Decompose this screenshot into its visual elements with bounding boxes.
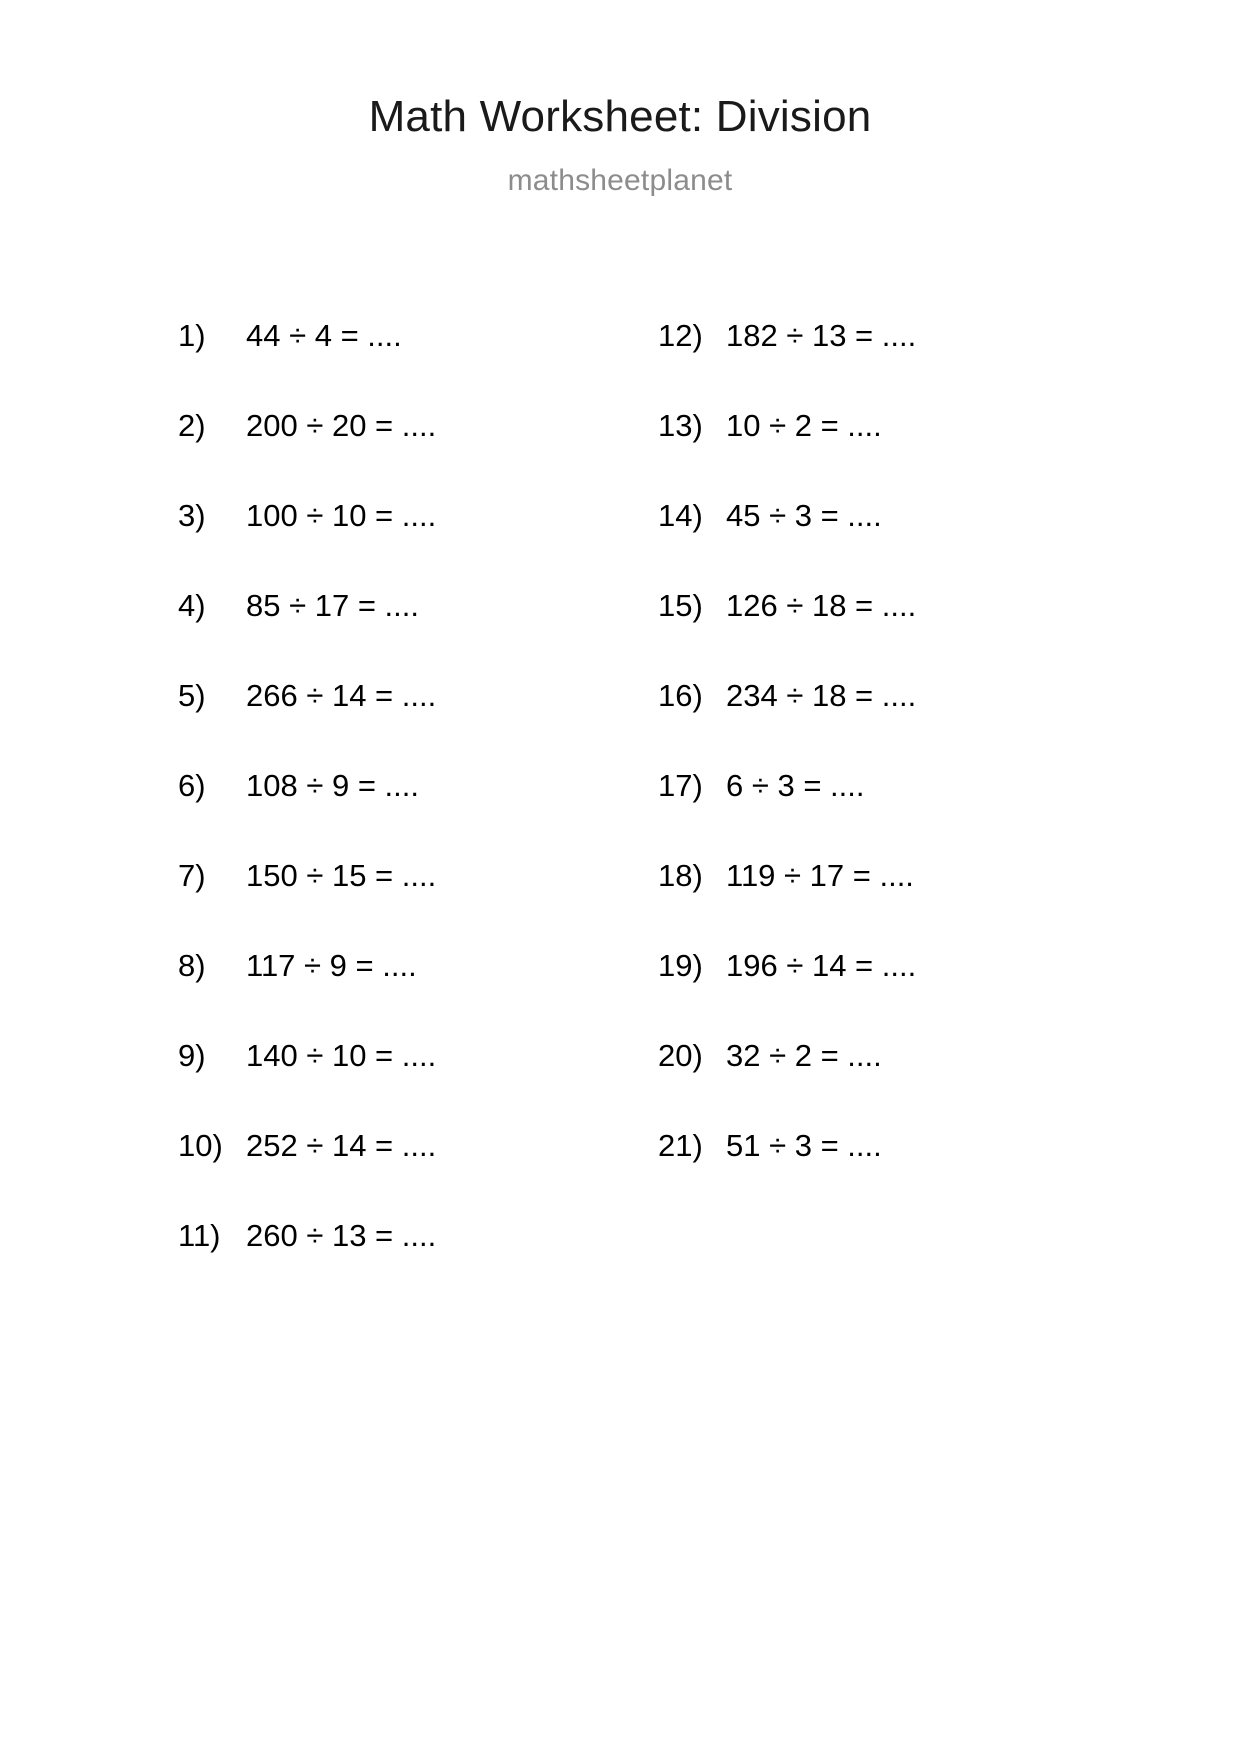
page-subtitle: mathsheetplanet (507, 164, 733, 197)
problem-expression: 260 ÷ 13 = .... (246, 1218, 437, 1253)
problem-expression: 252 ÷ 14 = .... (246, 1128, 437, 1163)
problem-expression: 126 ÷ 18 = .... (726, 588, 917, 623)
problem-number: 6) (178, 768, 206, 803)
problem-expression: 100 ÷ 10 = .... (246, 498, 437, 533)
problem-expression: 150 ÷ 15 = .... (246, 858, 437, 893)
problem-number: 19) (658, 948, 703, 983)
problem-number: 10) (178, 1128, 223, 1163)
problem-item (658, 498, 1138, 588)
problem-expression: 140 ÷ 10 = .... (246, 1038, 437, 1073)
problem-number: 9) (178, 1038, 206, 1073)
problem-expression: 108 ÷ 9 = .... (246, 768, 419, 803)
problem-number: 14) (658, 498, 703, 533)
problem-item (178, 678, 658, 768)
problem-item (178, 768, 658, 858)
problem-number: 7) (178, 858, 206, 893)
problem-expression: 10 ÷ 2 = .... (726, 408, 882, 443)
problem-item (178, 588, 658, 678)
problem-number: 20) (658, 1038, 703, 1073)
problem-expression: 32 ÷ 2 = .... (726, 1038, 882, 1073)
problem-item (658, 678, 1138, 768)
problem-item (658, 408, 1138, 498)
problem-item (178, 408, 658, 498)
problems-right-column (658, 318, 1138, 1308)
page-title: Math Worksheet: Division (368, 92, 872, 141)
problem-expression: 119 ÷ 17 = .... (726, 858, 914, 893)
problem-number: 4) (178, 588, 206, 623)
problem-number: 15) (658, 588, 703, 623)
problem-number: 2) (178, 408, 206, 443)
problem-number: 5) (178, 678, 206, 713)
problem-item (178, 1128, 658, 1218)
problem-expression: 182 ÷ 13 = .... (726, 318, 917, 353)
problem-item (178, 858, 658, 948)
problem-expression: 200 ÷ 20 = .... (246, 408, 437, 443)
problem-number: 13) (658, 408, 703, 443)
problem-expression: 196 ÷ 14 = .... (726, 948, 917, 983)
problem-item (658, 948, 1138, 1038)
problem-expression: 45 ÷ 3 = .... (726, 498, 882, 533)
problem-item (178, 1038, 658, 1128)
problem-item (658, 858, 1138, 948)
problem-expression: 51 ÷ 3 = .... (726, 1128, 882, 1163)
problem-number: 1) (178, 318, 206, 353)
problem-number: 12) (658, 318, 703, 353)
problem-expression: 234 ÷ 18 = .... (726, 678, 917, 713)
problem-number: 17) (658, 768, 703, 803)
problem-number: 3) (178, 498, 206, 533)
problem-number: 21) (658, 1128, 703, 1163)
problem-item (178, 318, 658, 408)
problem-expression: 6 ÷ 3 = .... (726, 768, 865, 803)
problem-item (178, 948, 658, 1038)
problem-item (658, 1038, 1138, 1128)
problem-expression: 85 ÷ 17 = .... (246, 588, 419, 623)
problem-item (658, 768, 1138, 858)
problem-number: 8) (178, 948, 206, 983)
problem-number: 16) (658, 678, 703, 713)
problem-expression: 266 ÷ 14 = .... (246, 678, 437, 713)
problem-number: 18) (658, 858, 703, 893)
problem-item (658, 318, 1138, 408)
problem-number: 11) (178, 1218, 221, 1253)
problem-item (658, 588, 1138, 678)
problems-container (0, 318, 1240, 1308)
problem-item (178, 498, 658, 588)
problem-item (658, 1128, 1138, 1218)
problems-left-column (178, 318, 658, 1308)
problem-expression: 44 ÷ 4 = .... (246, 318, 402, 353)
problem-expression: 117 ÷ 9 = .... (246, 948, 417, 983)
problem-item (178, 1218, 658, 1308)
